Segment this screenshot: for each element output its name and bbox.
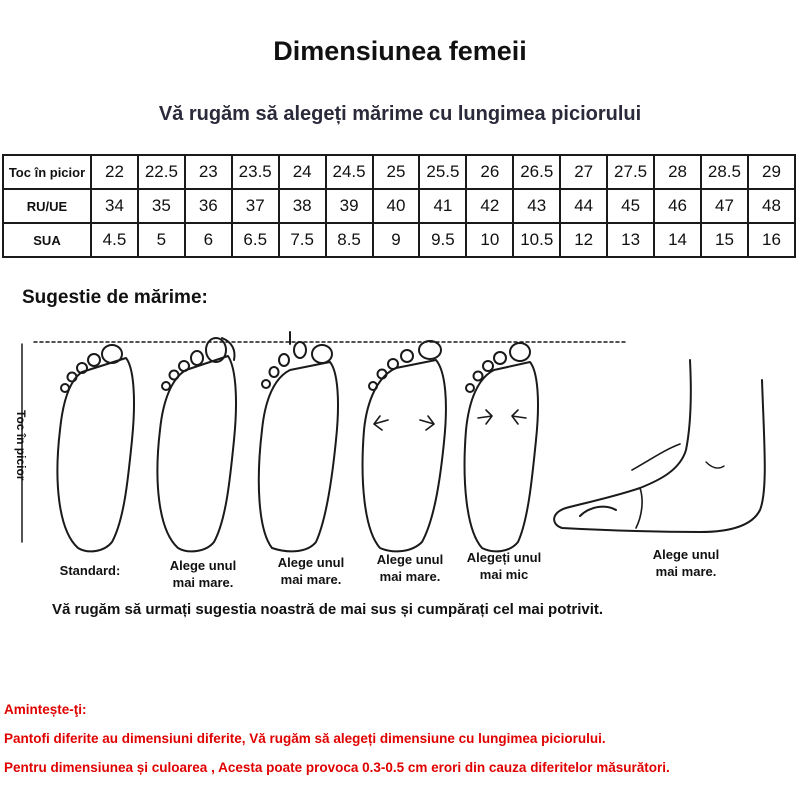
table-cell: 15 — [701, 223, 748, 257]
table-cell: 35 — [138, 189, 185, 223]
page-subtitle: Vă rugăm să alegeți mărime cu lungimea piciorului — [158, 103, 642, 125]
table-cell: 14 — [654, 223, 701, 257]
long-second-toe-foot-outline — [157, 338, 236, 551]
foot-shapes-illustration — [0, 320, 800, 555]
table-cell: 4.5 — [91, 223, 138, 257]
table-cell: 37 — [232, 189, 279, 223]
table-cell: 9.5 — [419, 223, 466, 257]
standard-foot-outline — [57, 345, 134, 551]
notes-heading: Amintește-ţi: — [4, 702, 87, 717]
high-instep-foot-outline — [554, 360, 765, 532]
table-cell: 39 — [326, 189, 373, 223]
table-cell: 5 — [138, 223, 185, 257]
table-cell: 28.5 — [701, 155, 748, 189]
table-cell: 36 — [185, 189, 232, 223]
suggestion-title: Sugestie de mărime: — [22, 287, 208, 308]
row-label-foot-length: Toc în picior — [3, 155, 91, 189]
table-cell: 42 — [466, 189, 513, 223]
label-long-toe: Alege unul mai mare. — [277, 555, 345, 587]
table-cell: 25 — [373, 155, 420, 189]
table-cell: 47 — [701, 189, 748, 223]
label-bigger-toe: Alege unul mai mare. — [169, 558, 237, 590]
size-table — [2, 154, 796, 258]
table-row — [3, 223, 795, 257]
table-row — [3, 155, 795, 189]
axis-label: Toc în picior — [14, 410, 28, 481]
note-line-2: Pentru dimensiunea și culoarea , Acesta poate provoca 0.3-0.5 cm erori din cauza diferitelor măsurători. — [4, 760, 670, 775]
label-standard: Standard: — [59, 563, 121, 578]
table-cell: 41 — [419, 189, 466, 223]
table-cell: 6.5 — [232, 223, 279, 257]
page-title: Dimensiunea femeii — [273, 36, 527, 66]
table-cell: 43 — [513, 189, 560, 223]
table-cell: 48 — [748, 189, 795, 223]
table-cell: 27 — [560, 155, 607, 189]
table-cell: 26 — [466, 155, 513, 189]
label-narrow-foot: Alegeți unul mai mic — [466, 550, 542, 582]
row-label-us: SUA — [3, 223, 91, 257]
table-cell: 24 — [279, 155, 326, 189]
narrow-foot-outline — [465, 343, 538, 551]
table-cell: 44 — [560, 189, 607, 223]
wide-foot-outline — [363, 341, 446, 551]
label-wide-foot: Alege unul mai mare. — [376, 552, 444, 584]
table-cell: 23.5 — [232, 155, 279, 189]
table-cell: 13 — [607, 223, 654, 257]
table-cell: 45 — [607, 189, 654, 223]
table-cell: 12 — [560, 223, 607, 257]
table-cell: 6 — [185, 223, 232, 257]
advice-text: Vă rugăm să urmați sugestia noastră de mai sus și cumpărați cel mai potrivit. — [52, 601, 604, 618]
row-label-eu: RU/UE — [3, 189, 91, 223]
table-row — [3, 189, 795, 223]
table-cell: 10.5 — [513, 223, 560, 257]
note-line-1: Pantofi diferite au dimensiuni diferite, Vă rugăm să alegeți dimensiune cu lungimea piciorului. — [4, 731, 606, 746]
table-cell: 40 — [373, 189, 420, 223]
table-cell: 24.5 — [326, 155, 373, 189]
table-cell: 22.5 — [138, 155, 185, 189]
table-cell: 7.5 — [279, 223, 326, 257]
table-cell: 16 — [748, 223, 795, 257]
table-cell: 25.5 — [419, 155, 466, 189]
table-cell: 8.5 — [326, 223, 373, 257]
label-high-instep: Alege unul mai mare. — [652, 547, 720, 579]
table-cell: 29 — [748, 155, 795, 189]
table-cell: 46 — [654, 189, 701, 223]
table-cell: 23 — [185, 155, 232, 189]
table-cell: 22 — [91, 155, 138, 189]
table-cell: 26.5 — [513, 155, 560, 189]
table-cell: 34 — [91, 189, 138, 223]
table-cell: 28 — [654, 155, 701, 189]
table-cell: 9 — [373, 223, 420, 257]
table-cell: 10 — [466, 223, 513, 257]
table-cell: 27.5 — [607, 155, 654, 189]
long-toe-foot-outline — [259, 332, 338, 551]
table-cell: 38 — [279, 189, 326, 223]
